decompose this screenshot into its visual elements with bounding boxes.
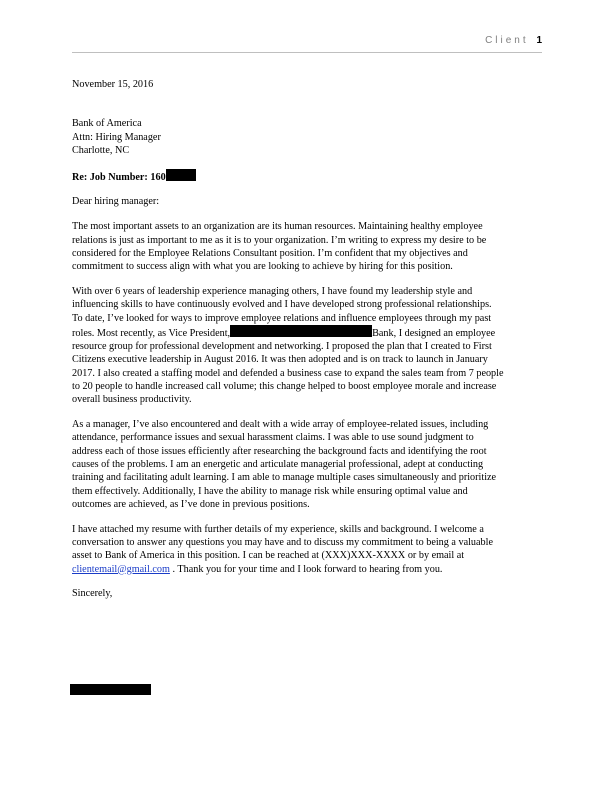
paragraph-line: 2017. I also created a staffing model and defended a business case to expand the sales team from 7 people bbox=[72, 367, 504, 379]
paragraph-line: them effectively. Additionally, I have the ability to manage risk while ensuring optimal value and bbox=[72, 485, 468, 497]
paragraph-line: address each of those issues efficiently after researching the background facts and identifying the root bbox=[72, 445, 487, 457]
paragraph-line: causes of the problems. I am an energetic and articulate managerial professional, adept at conducting bbox=[72, 459, 484, 471]
paragraph-line: training and facilitating adult learning. I am able to manage multiple cases simultaneously and prioritize bbox=[72, 472, 497, 484]
subject-line bbox=[72, 169, 542, 184]
paragraph-line: outcomes are achieved, as I’ve done in previous positions. bbox=[72, 498, 310, 510]
paragraph-3 bbox=[72, 418, 542, 511]
paragraph-line: overall business productivity. bbox=[72, 394, 192, 406]
paragraph-line: As a manager, I’ve also encountered and dealt with a wide array of employee-related issues, including bbox=[72, 419, 489, 431]
header-rule bbox=[72, 52, 542, 53]
closing: Sincerely, bbox=[72, 588, 113, 600]
paragraph-line: attendance, performance issues and sexual harassment claims. I was able to use sound judgment to bbox=[72, 432, 474, 444]
page-header bbox=[485, 35, 542, 46]
recipient-line: Attn: Hiring Manager bbox=[72, 131, 161, 143]
paragraph-line bbox=[72, 325, 542, 340]
paragraph-line: considered for the Employee Relations Consultant position. I’m confident that my objectives and bbox=[72, 247, 468, 259]
salutation: Dear hiring manager: bbox=[72, 196, 160, 208]
paragraph-line: conversation to answer any questions you may have and to discuss my commitment to being a valuable bbox=[72, 537, 493, 549]
paragraph-line: influencing skills to have continuously evolved and I have developed strong professional relationships. bbox=[72, 299, 492, 311]
redaction-bar bbox=[230, 325, 372, 337]
paragraph-line: The most important assets to an organization are its human resources. Maintaining healthy employee bbox=[72, 221, 483, 233]
paragraph-line: commitment to success align with what you are looking to achieve by hiring for this position. bbox=[72, 261, 453, 273]
letter-body bbox=[72, 78, 542, 601]
paragraph-line: I have attached my resume with further details of my experience, skills and background. I welcome a bbox=[72, 523, 484, 535]
paragraph-2 bbox=[72, 285, 542, 407]
paragraph-4 bbox=[72, 523, 542, 576]
email-link[interactable]: clientemail@gmail.com bbox=[72, 563, 170, 575]
paragraph-line: Citizens executive leadership in August 2016. It was then adopted and is on track to launch in January bbox=[72, 354, 488, 366]
paragraph-line bbox=[72, 563, 542, 576]
recipient-line: Charlotte, NC bbox=[72, 144, 130, 156]
redaction-bar bbox=[166, 169, 196, 181]
recipient-block bbox=[72, 117, 542, 157]
paragraph-line: relations is just as important to me as it is to your organization. I’m writing to express my desire to be bbox=[72, 234, 487, 246]
letter-date: November 15, 2016 bbox=[72, 79, 154, 90]
page-number: 1 bbox=[536, 35, 542, 46]
recipient-line: Bank of America bbox=[72, 118, 142, 130]
paragraph-line: asset to Bank of America in this position. I can be reached at (XXX)XXX-XXXX or by email at bbox=[72, 550, 465, 562]
paragraph-line: With over 6 years of leadership experience managing others, I have found my leadership style and bbox=[72, 285, 473, 297]
paragraph-1 bbox=[72, 220, 542, 273]
paragraph-line: To date, I’ve looked for ways to improve employee relations and influence employees through my past bbox=[72, 312, 492, 324]
header-label: Client bbox=[485, 35, 529, 46]
paragraph-line: to 20 people to handle increased call volume; this change helped to boost employee morale and increase bbox=[72, 381, 497, 393]
paragraph-line: resource group for professional development and networking. I proposed the plan that I created to First bbox=[72, 341, 492, 353]
subject-text: Re: Job Number: 160 bbox=[72, 171, 166, 183]
paragraph-text: . Thank you for your time and I look forward to hearing from you. bbox=[169, 563, 443, 575]
signature-redaction bbox=[70, 684, 151, 695]
paragraph-text: Bank, I designed an employee bbox=[372, 327, 496, 339]
paragraph-text: roles. Most recently, as Vice President, bbox=[72, 327, 231, 339]
